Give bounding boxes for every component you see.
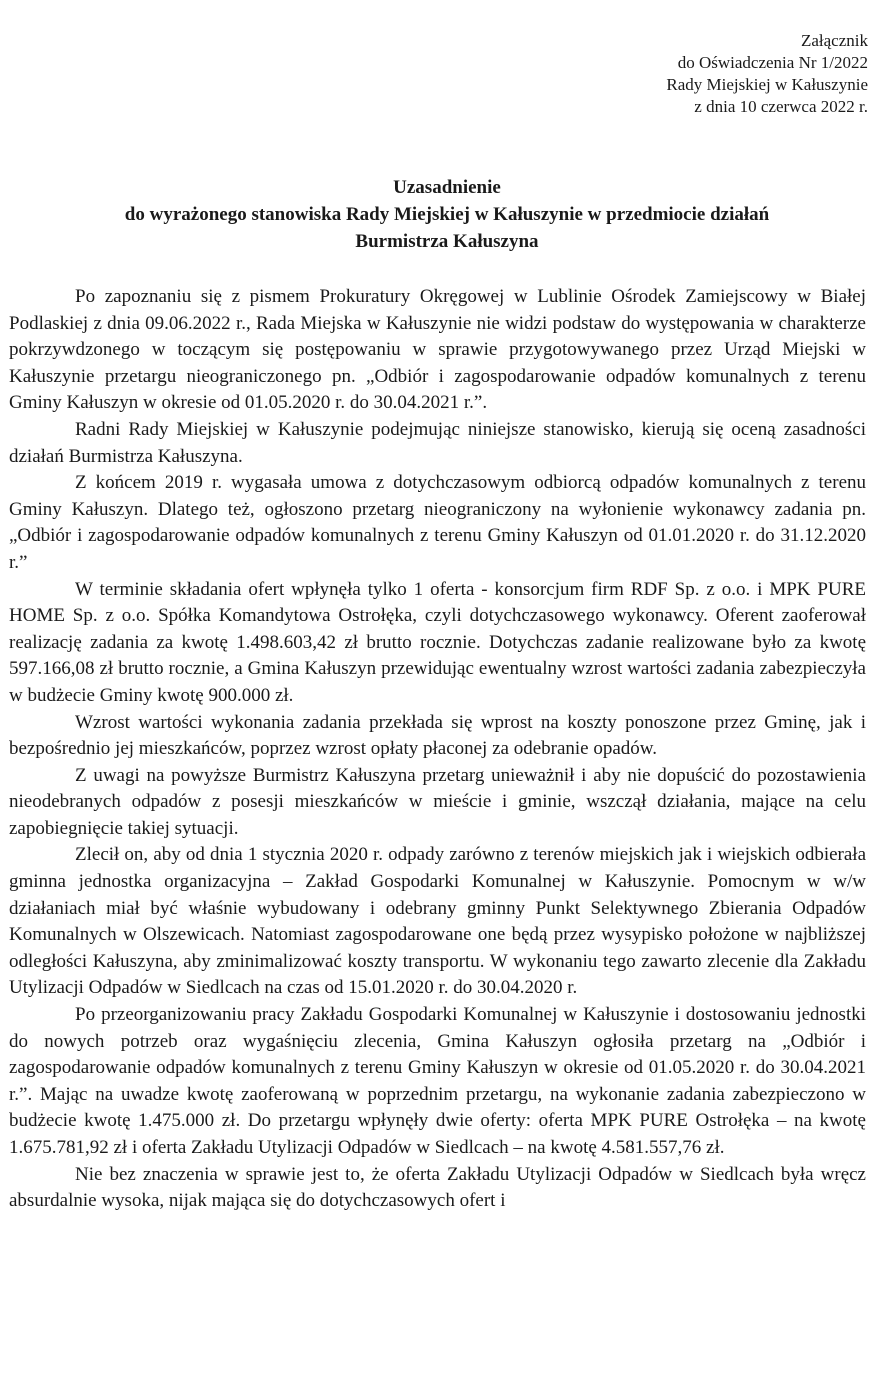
paragraph: Z uwagi na powyższe Burmistrz Kałuszyna przetarg unieważnił i aby nie dopuścić do pozostawienia nieodebranych odpadów z posesji mieszkańców w mieście i gminie, wszczął działania, mające na celu zapobiegnięcie takiej sytuacji. (9, 764, 866, 839)
paragraph: W terminie składania ofert wpłynęła tylko 1 oferta - konsorcjum firm RDF Sp. z o.o. i MPK PURE HOME Sp. z o.o. Spółka Komandytowa Ostrołęka, czyli dotychczasowego wykonawcy. Oferent zaoferował realizację zadania za kwotę 1.498.603,42 zł brutto rocznie. Dotychczas zadanie realizowane było za kwotę 597.166,08 zł brutto rocznie, a Gmina Kałuszyn przewidując ewentualny wzrost wartości zadania zabezpieczyła w budżecie Gminy kwotę 900.000 zł. (9, 578, 866, 706)
title-line: Burmistrza Kałuszyna (355, 231, 539, 252)
paragraph: Po zapoznaniu się z pismem Prokuratury Okręgowej w Lublinie Ośrodek Zamiejscowy w Białej Podlaskiej z dnia 09.06.2022 r., Rada Miejska w Kałuszynie nie widzi podstaw do występowania w charakterze pokrzywdzonego w toczącym się postępowaniu w sprawie przygotowywanego przez Urząd Miejski w Kałuszynie przetargu nieograniczonego pn. „Odbiór i zagospodarowanie odpadów komunalnych z terenu Gminy Kałuszyn w okresie od 01.05.2020 r. do 30.04.2021 r.”. (9, 286, 866, 414)
attachment-line: Rady Miejskiej w Kałuszynie (666, 75, 868, 94)
paragraph: Nie bez znaczenia w sprawie jest to, że oferta Zakładu Utylizacji Odpadów w Siedlcach była wręcz absurdalnie wysoka, nijak mająca się do dotychczasowych ofert i (9, 1163, 866, 1212)
attachment-header (508, 30, 868, 118)
attachment-line: do Oświadczenia Nr 1/2022 (677, 53, 868, 72)
paragraph: Radni Rady Miejskiej w Kałuszynie podejmując niniejsze stanowisko, kierują się oceną zasadności działań Burmistrza Kałuszyna. (9, 418, 866, 467)
attachment-line: Załącznik (800, 31, 868, 50)
paragraph: Zlecił on, aby od dnia 1 stycznia 2020 r. odpady zarówno z terenów miejskich jak i wiejskich odbierała gminna jednostka organizacyjna – Zakład Gospodarki Komunalnej w Kałuszynie. Pomocnym w w/w działaniach miał być właśnie wybudowany i odebrany gminny Punkt Selektywnego Zbierania Odpadów Komunalnych w Olszewicach. Natomiast zagospodarowane one będą przez wysypisko położone w najbliższej odległości Kałuszyna, aby zminimalizować koszty transportu. W wykonaniu tego zawarto zlecenie dla Zakładu Utylizacji Odpadów w Siedlcach na czas od 15.01.2020 r. do 30.04.2020 r. (9, 844, 866, 999)
title-line: Uzasadnienie (393, 177, 501, 198)
title-line: do wyrażonego stanowiska Rady Miejskiej w Kałuszynie w przedmiocie działań (124, 204, 770, 225)
paragraph: Wzrost wartości wykonania zadania przekłada się wprost na koszty ponoszone przez Gminę, jak i bezpośrednio jej mieszkańców, poprzez wzrost opłaty płaconej za odebranie opadów. (9, 711, 866, 760)
paragraph: Z końcem 2019 r. wygasała umowa z dotychczasowym odbiorcą odpadów komunalnych z terenu Gminy Kałuszyn. Dlatego też, ogłoszono przetarg nieograniczony na wyłonienie wykonawcy zadania pn. „Odbiór i zagospodarowanie odpadów komunalnych z terenu Gminy Kałuszyn od 01.01.2020 r. do 31.12.2020 r.” (9, 472, 866, 573)
document-body (9, 284, 866, 1215)
attachment-line: z dnia 10 czerwca 2022 r. (694, 97, 868, 116)
paragraph: Po przeorganizowaniu pracy Zakładu Gospodarki Komunalnej w Kałuszynie i dostosowaniu jednostki do nowych potrzeb oraz wygaśnięciu zlecenia, Gmina Kałuszyn ogłosiła przetarg na „Odbiór i zagospodarowanie odpadów komunalnych z terenu Gminy Kałuszyn w okresie od 01.05.2020 r. do 30.04.2021 r.”. Mając na uwadze kwotę zaoferowaną w poprzednim przetargu, na wykonanie zadania zabezpieczono w budżecie kwotę 1.475.000 zł. Do przetargu wpłynęły dwie oferty: oferta MPK PURE Ostrołęka – na kwotę 1.675.781,92 zł i oferta Zakładu Utylizacji Odpadów w Siedlcach – na kwotę 4.581.557,76 zł. (9, 1004, 866, 1158)
document-title (0, 174, 894, 255)
